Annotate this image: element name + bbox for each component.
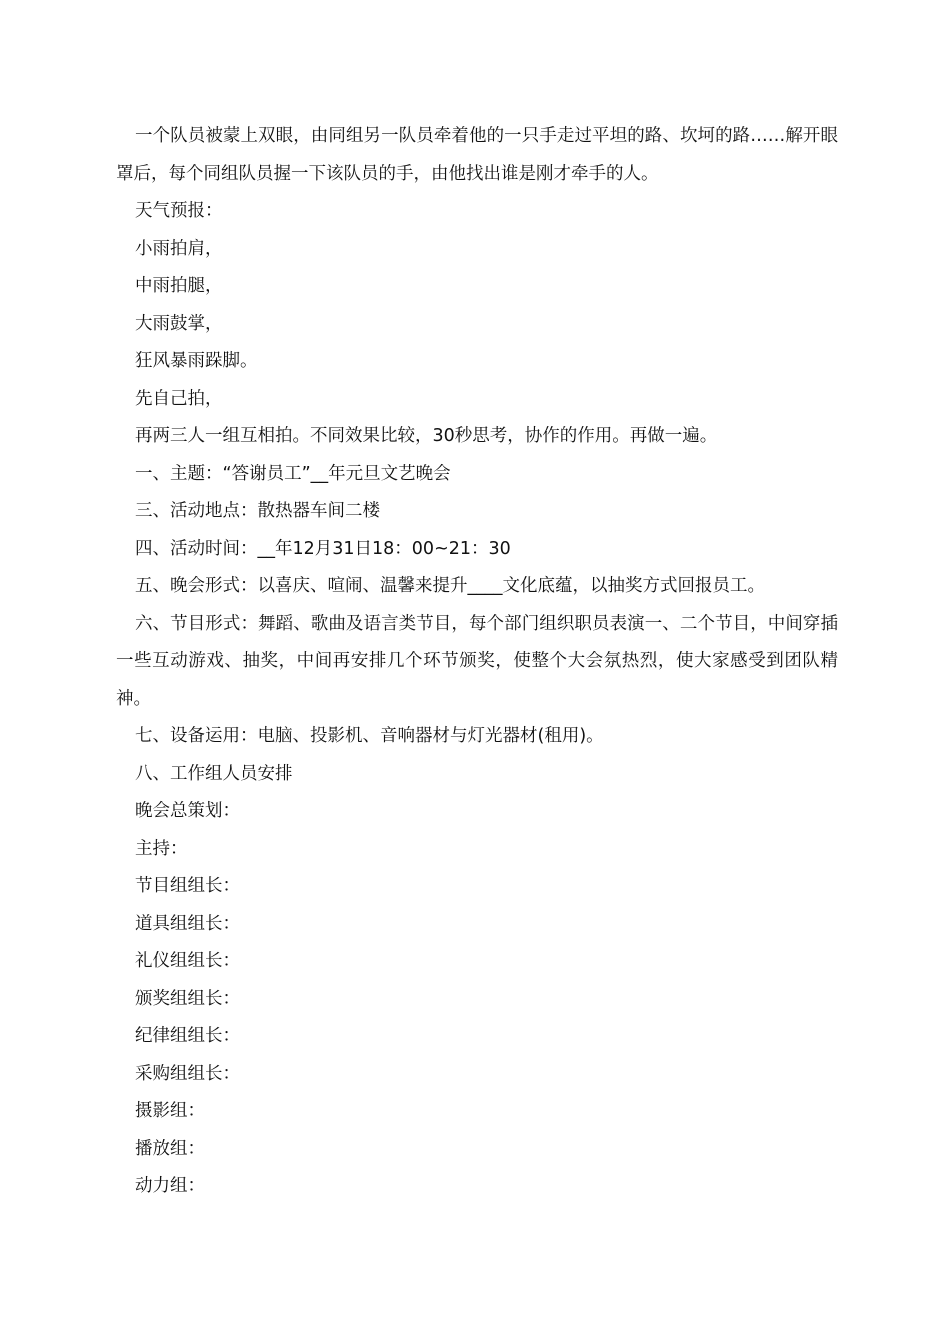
paragraph-theme: 一、主题：“答谢员工”__年元旦文艺晚会 [135,463,451,484]
paragraph-chief-planner: 晚会总策划： [135,801,240,821]
paragraph-time: 四、活动时间：__年12月31日18：00~21：30 [135,538,511,559]
paragraph-props-leader: 道具组组长： [135,913,240,934]
paragraph-format: 五、晚会形式：以喜庆、喧闹、温馨来提升____文化底蕴，以抽奖方式回报员工。 [135,576,765,596]
paragraph-host: 主持： [135,838,188,859]
paragraph-photography-group: 摄影组： [135,1101,205,1121]
paragraph-staff-arrangement: 八、工作组人员安排 [135,763,293,784]
paragraph-power-group: 动力组： [135,1176,205,1196]
paragraph-etiquette-leader: 礼仪组组长： [135,951,240,971]
document-body [116,118,838,1206]
paragraph-program-leader: 节目组组长： [135,876,240,896]
paragraph-location: 三、活动地点：散热器车间二楼 [135,501,380,521]
paragraph-discipline-leader: 纪律组组长： [135,1026,240,1046]
paragraph-program-format: 六、节目形式：舞蹈、歌曲及语言类节目，每个部门组织职员表演一、二个节目，中间穿插一些互动游戏、抽奖，中间再安排几个环节颁奖，使整个大会氛热烈，使大家感受到团队精神。 [116,613,838,709]
paragraph-moderate-rain: 中雨拍腿， [135,276,223,296]
paragraph-playback-group: 播放组： [135,1138,205,1159]
paragraph-heavy-rain: 大雨鼓掌， [135,313,223,334]
paragraph-storm: 狂风暴雨跺脚。 [135,351,258,371]
paragraph-purchasing-leader: 采购组组长： [135,1063,240,1084]
paragraph-awards-leader: 颁奖组组长： [135,988,240,1009]
paragraph-equipment: 七、设备运用：电脑、投影机、音响器材与灯光器材(租用)。 [135,726,604,746]
paragraph-blindfold-game: 一个队员被蒙上双眼，由同组另一队员牵着他的一只手走过平坦的路、坎坷的路……解开眼罩后，每个同组队员握一下该队员的手，由他找出谁是刚才牵手的人。 [116,126,838,184]
paragraph-weather-forecast: 天气预报： [135,201,223,221]
paragraph-clap-group: 再两三人一组互相拍。不同效果比较，30秒思考，协作的作用。再做一遍。 [135,426,718,446]
paragraph-clap-self: 先自己拍， [135,388,223,409]
paragraph-light-rain: 小雨拍肩， [135,238,223,259]
